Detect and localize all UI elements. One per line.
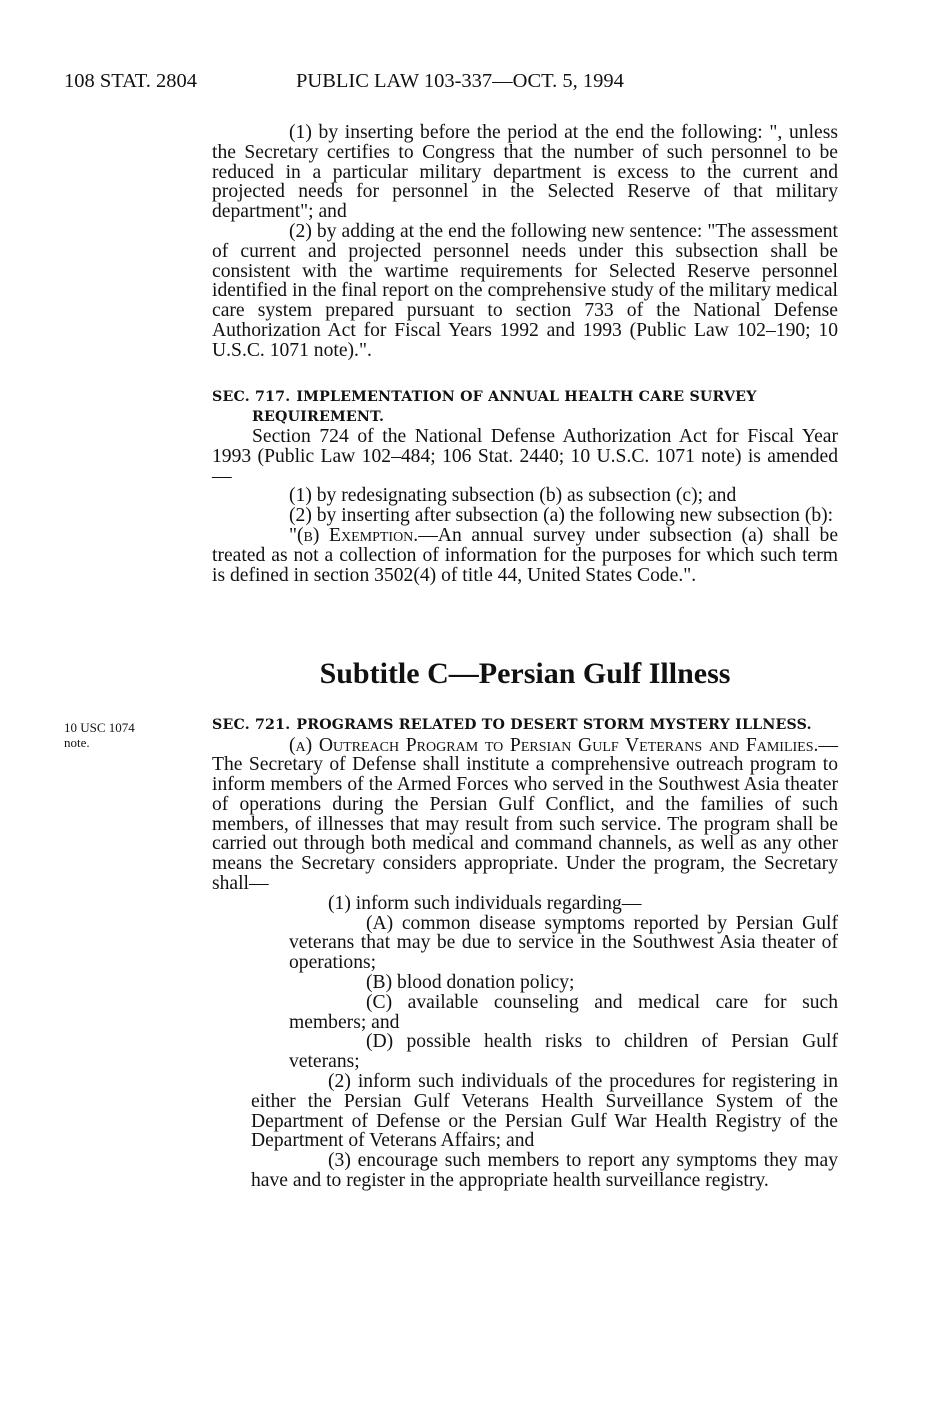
list-item: (1) by redesignating subsection (b) as subsection (c); and bbox=[289, 485, 737, 507]
list-item: (3) encourage such members to report any symptoms they may have and to register in the appropriate health surveillance registry. bbox=[251, 1150, 838, 1192]
subsection-text: —An annual survey under subsection (a) shall be treated as not a collection of information for the purposes for which such term is defined in section 3502(4) of title 44, United States Code.". bbox=[212, 524, 839, 586]
list-item: (D) possible health risks to children of Persian Gulf veterans; bbox=[289, 1031, 838, 1073]
section-title: PROGRAMS RELATED TO DESERT STORM MYSTERY ILLNESS. bbox=[296, 717, 812, 733]
margin-note-line: 10 USC 1074 bbox=[64, 720, 135, 735]
subsection-a bbox=[212, 736, 838, 894]
section-heading bbox=[212, 388, 838, 427]
section-intro: Section 724 of the National Defense Authorization Act for Fiscal Year 1993 (Public Law 102–484; 106 Stat. 2440; 10 U.S.C. 1071 note) is amended— bbox=[212, 426, 838, 487]
margin-note-line: note. bbox=[64, 735, 90, 750]
section-721 bbox=[212, 716, 838, 1191]
margin-note bbox=[64, 720, 194, 750]
continued-amendment-text bbox=[212, 123, 838, 361]
list-item: (1) inform such individuals regarding— bbox=[328, 892, 642, 914]
paragraph-2: (2) by adding at the end the following new sentence: "The assessment of current and projected personnel needs under this subsection shall be consistent with the wartime requirements for Selected Reserve personnel identified in the final report on the comprehensive study of the military medical care system prepared pursuant to section 733 of the National Defense Authorization Act for Fiscal Years 1992 and 1993 (Public Law 102–190; 10 U.S.C. 1071 note).". bbox=[212, 220, 838, 361]
section-717 bbox=[212, 388, 838, 585]
list-item: (A) common disease symptoms reported by Persian Gulf veterans that may be due to service in the Southwest Asia theater of operations; bbox=[289, 912, 838, 974]
section-heading bbox=[212, 716, 838, 736]
paragraph-1: (1) by inserting before the period at the end the following: ", unless the Secretary certifies to Congress that the number of such personnel to be reduced in a particular military department is excess to the current and projected needs for personnel in the Selected Reserve of that military department"; and bbox=[212, 122, 838, 223]
section-number: SEC. 721. bbox=[212, 717, 291, 733]
subsection-label: (a) Outreach Program to Persian Gulf Veterans and Families. bbox=[289, 734, 819, 756]
subtitle-heading: Subtitle C—Persian Gulf Illness bbox=[319, 657, 731, 690]
statute-page-reference: 108 STAT. 2804 bbox=[64, 70, 197, 92]
quoted-subsection bbox=[212, 526, 838, 585]
page-header bbox=[64, 70, 764, 100]
section-title: IMPLEMENTATION OF ANNUAL HEALTH CARE SURVEY REQUIREMENT. bbox=[252, 389, 757, 425]
list-item: (2) by inserting after subsection (a) the following new subsection (b): bbox=[289, 505, 834, 527]
public-law-reference: PUBLIC LAW 103-337—OCT. 5, 1994 bbox=[296, 70, 624, 92]
section-number: SEC. 717. bbox=[212, 389, 291, 405]
list-item: (2) inform such individuals of the procedures for registering in either the Persian Gulf Veterans Health Surveillance System of the Department of Defense or the Persian Gulf War Health Registry of the Department of Veterans Affairs; and bbox=[251, 1071, 838, 1152]
list-item: (C) available counseling and medical care for such members; and bbox=[289, 991, 838, 1033]
list-item: (B) blood donation policy; bbox=[366, 972, 575, 994]
subsection-text: —The Secretary of Defense shall institute a comprehensive outreach program to inform members of the Armed Forces who served in the Southwest Asia theater of operations during the Persian Gulf Conflict, and the families of such members, of illnesses that may result from such service. The program shall be carried out through both medical and command channels, as well as any other means the Secretary considers appropriate. Under the program, the Secretary shall— bbox=[212, 734, 838, 895]
subsection-label: "(b) Exemption. bbox=[289, 524, 419, 546]
